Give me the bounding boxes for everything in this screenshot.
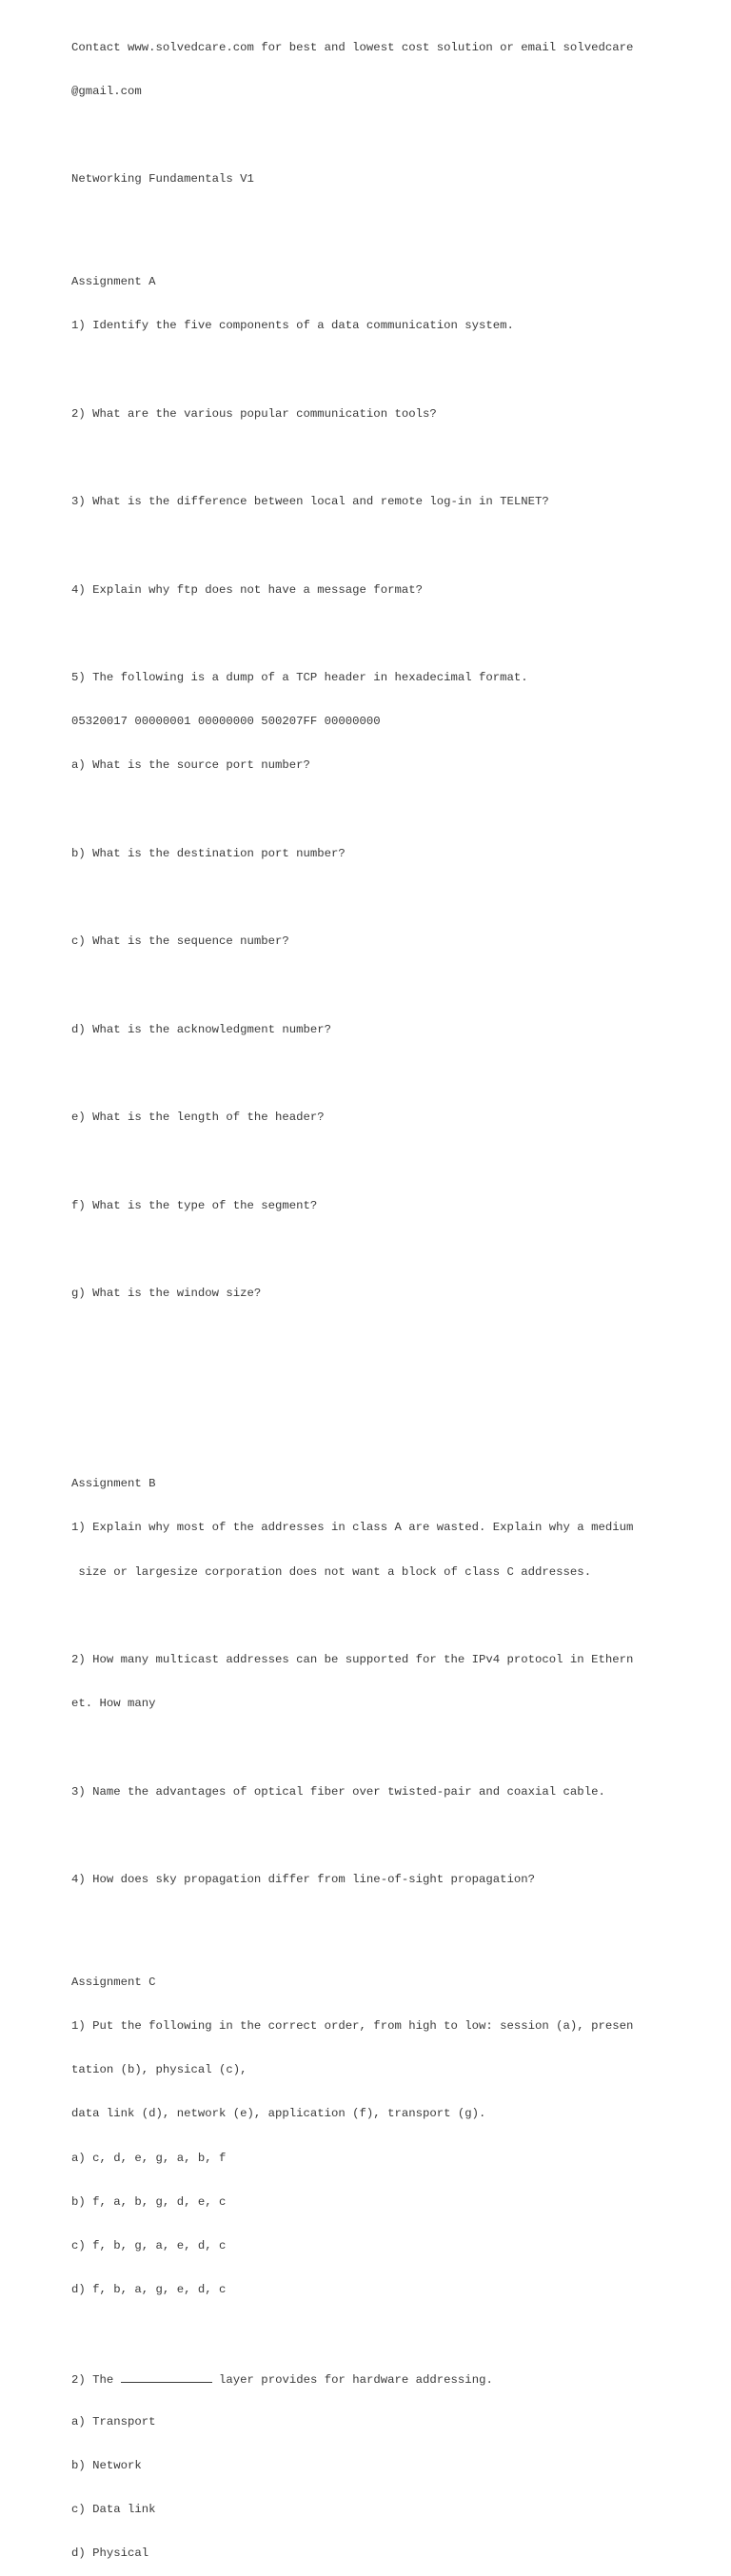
assignment-b-question-4: 4) How does sky propagation differ from line-of-sight propagation? [71,1872,536,1886]
assignment-c-question-1: 1) Put the following in the correct order, from high to low: session (a), presen [71,2018,634,2033]
tcp-header-hex-dump: 05320017 00000001 00000000 500207FF 00000000 [71,715,381,729]
assignment-a-question-5a: a) What is the source port number? [71,758,310,773]
assignment-a-question-5b: b) What is the destination port number? [71,846,346,860]
assignment-c-question-1-continued-2: data link (d), network (e), application (f), transport (g). [71,2107,486,2121]
assignment-c-question-1-option-d: d) f, b, a, g, e, d, c [71,2283,227,2297]
assignment-c-question-1-option-c: c) f, b, g, a, e, d, c [71,2238,227,2252]
assignment-b-question-1-continued: size or largesize corporation does not want a block of class C addresses. [71,1564,592,1579]
assignment-a-question-2: 2) What are the various popular communication tools? [71,406,437,421]
assignment-c-heading: Assignment C [71,1975,156,1989]
assignment-c-question-1-option-a: a) c, d, e, g, a, b, f [71,2151,227,2165]
assignment-c-question-2-option-b: b) Network [71,2459,142,2472]
fill-in-blank [121,2371,212,2383]
assignment-b-question-2: 2) How many multicast addresses can be supported for the IPv4 protocol in Ethern [71,1652,634,1666]
document-title: Networking Fundamentals V1 [71,172,254,187]
assignment-b-question-3: 3) Name the advantages of optical fiber over twisted-pair and coaxial cable. [71,1784,605,1799]
assignment-c-question-2 [71,2371,728,2386]
assignment-b-question-2-continued: et. How many [71,1697,156,1711]
assignment-a-question-5: 5) The following is a dump of a TCP header in hexadecimal format. [71,671,528,685]
assignment-a-question-4: 4) Explain why ftp does not have a message format? [71,582,423,597]
assignment-b-heading: Assignment B [71,1477,156,1491]
assignment-a-question-5c: c) What is the sequence number? [71,934,289,949]
contact-line-continued: @gmail.com [71,85,142,99]
assignment-a-question-5g: g) What is the window size? [71,1286,262,1300]
assignment-a-question-1: 1) Identify the five components of a data communication system. [71,319,514,333]
question-2-prefix: 2) The [71,2372,121,2387]
document-body [71,11,728,2576]
assignment-c-question-1-continued: tation (b), physical (c), [71,2063,247,2077]
assignment-c-question-2-option-d: d) Physical [71,2547,149,2561]
assignment-a-heading: Assignment A [71,275,156,289]
assignment-c-question-1-option-b: b) f, a, b, g, d, e, c [71,2194,227,2209]
assignment-a-question-5d: d) What is the acknowledgment number? [71,1022,332,1036]
assignment-b-question-1: 1) Explain why most of the addresses in class A are wasted. Explain why a medium [71,1521,634,1535]
assignment-c-question-2-option-c: c) Data link [71,2503,156,2517]
question-2-suffix: layer provides for hardware addressing. [211,2372,493,2387]
assignment-c-question-2-option-a: a) Transport [71,2414,156,2429]
assignment-a-question-3: 3) What is the difference between local and remote log-in in TELNET? [71,495,549,509]
contact-line: Contact www.solvedcare.com for best and lowest cost solution or email solvedcare [71,40,634,54]
assignment-a-question-5e: e) What is the length of the header? [71,1111,325,1125]
assignment-a-question-5f: f) What is the type of the segment? [71,1198,318,1212]
